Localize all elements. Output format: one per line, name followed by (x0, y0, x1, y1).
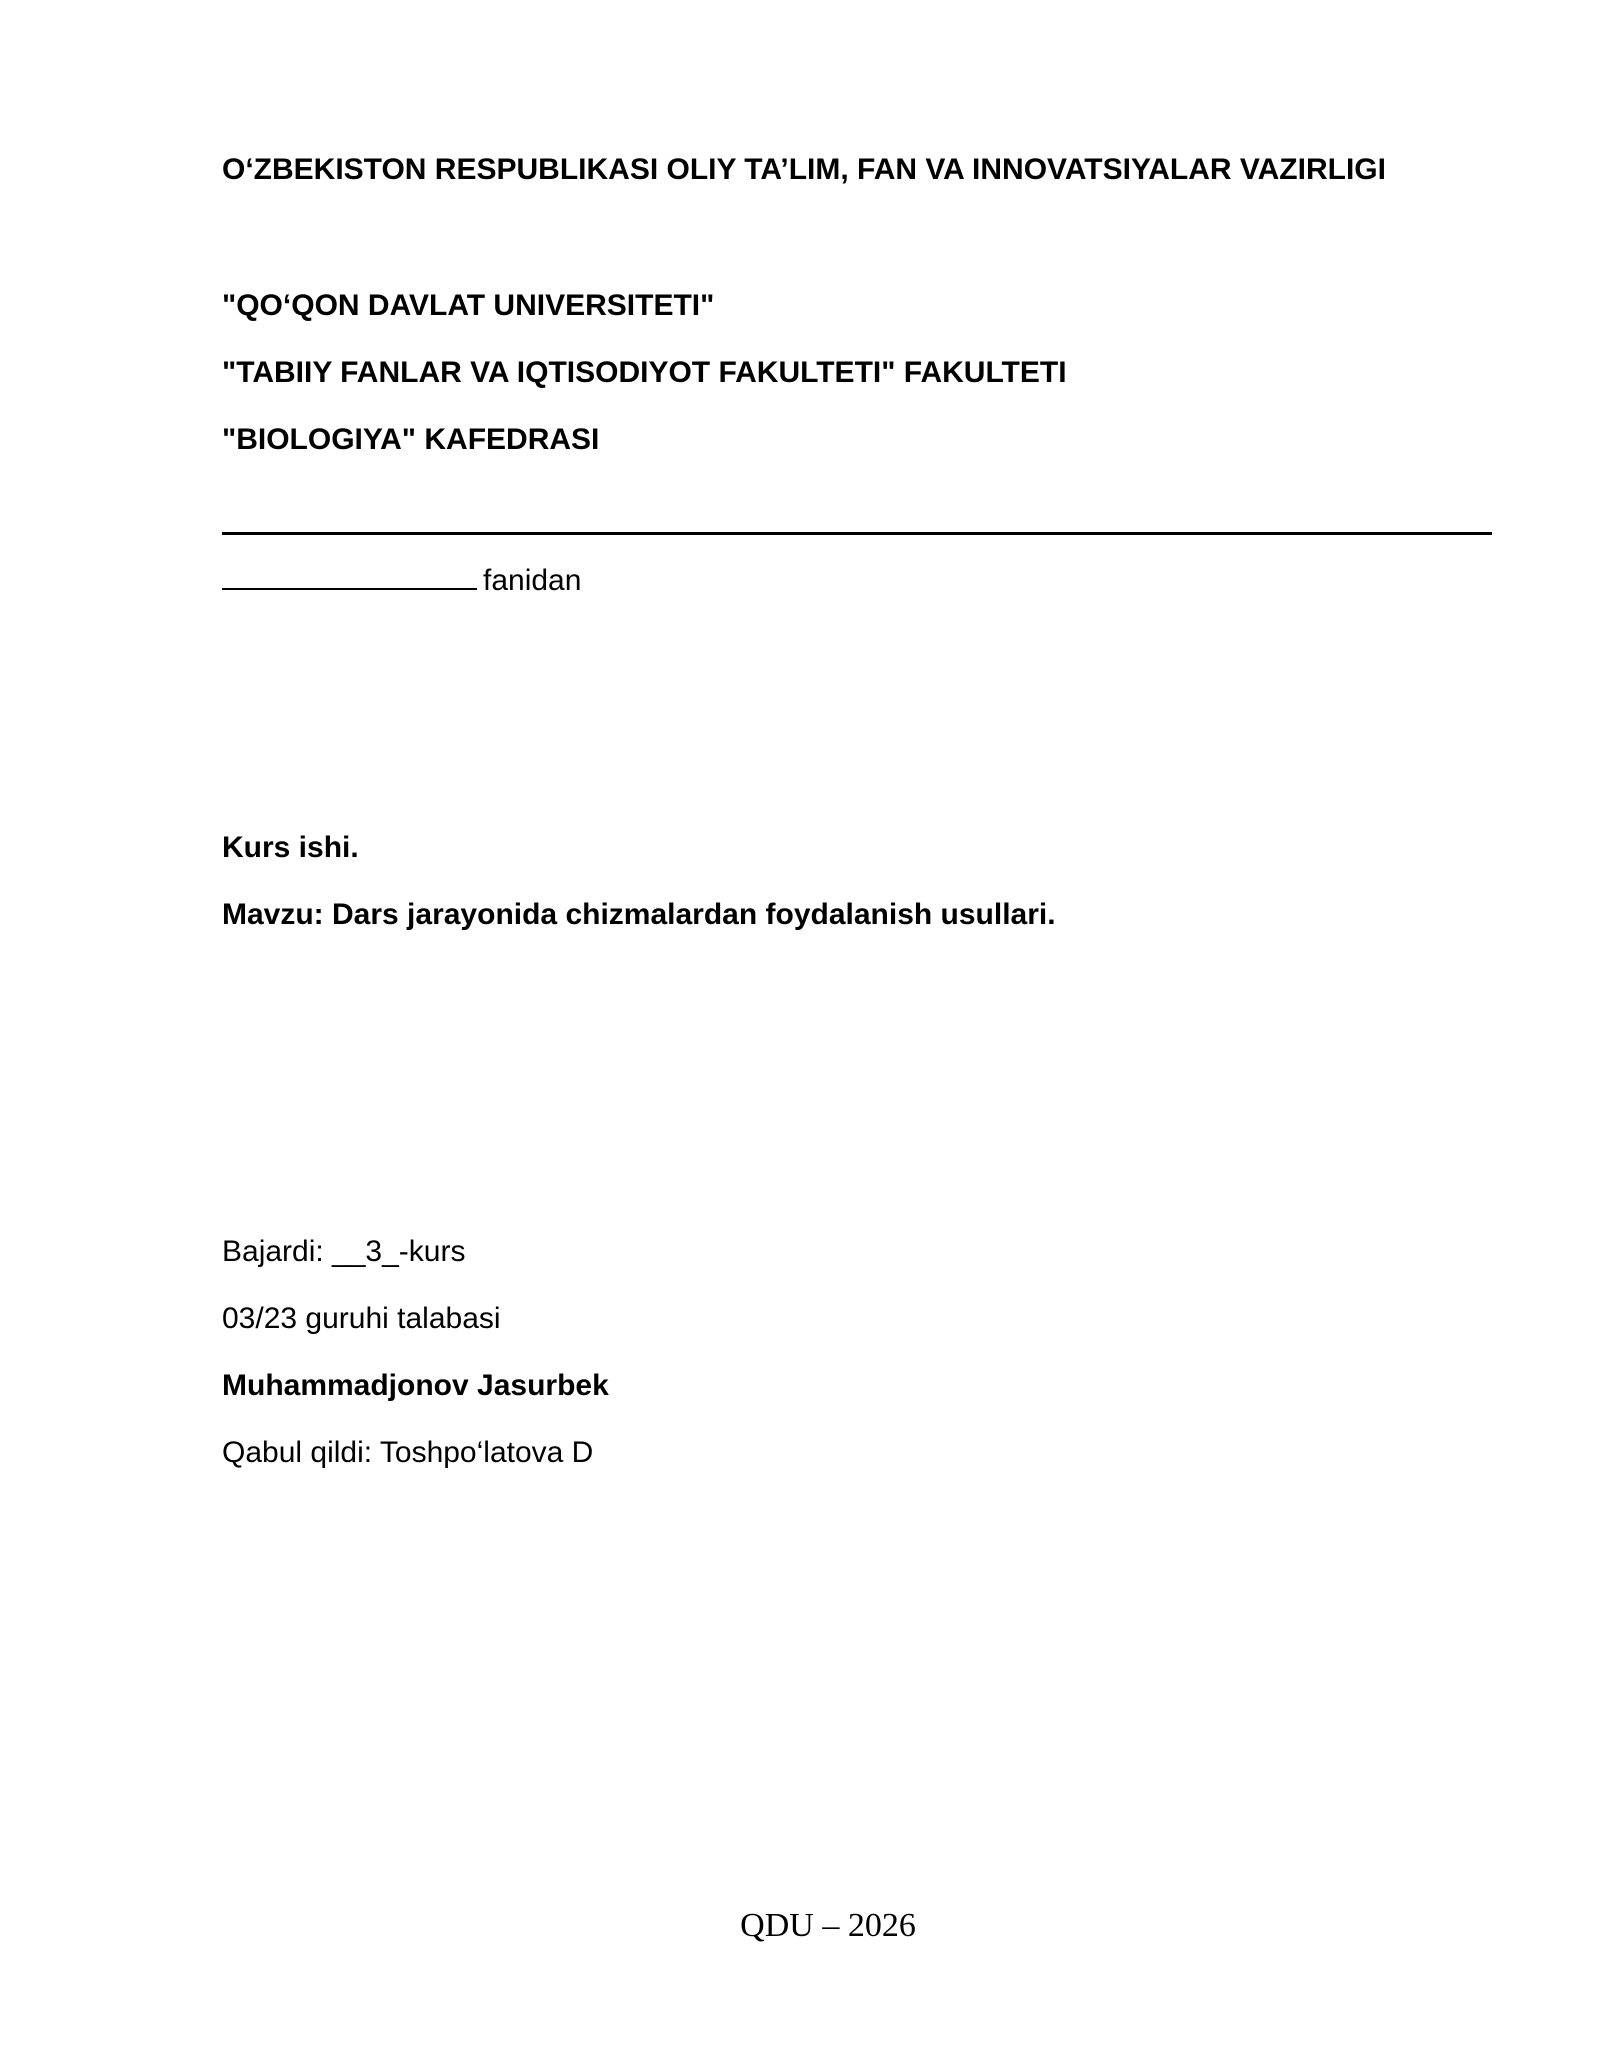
horizontal-divider (222, 532, 1492, 535)
performed-by: Bajardi: __3_-kurs (222, 1235, 466, 1268)
footer-text: QDU – 2026 (740, 1907, 916, 1944)
subject-blank (222, 562, 477, 590)
university-name: "QO‘QON DAVLAT UNIVERSITETI" (222, 289, 715, 322)
footer (0, 1906, 1600, 1946)
student-name: Muhammadjonov Jasurbek (222, 1369, 609, 1402)
student-group: 03/23 guruhi talabasi (222, 1302, 501, 1335)
faculty-name: "TABIIY FANLAR VA IQTISODIYOT FAKULTETI" FAKULTETI (222, 356, 1067, 389)
accepted-by: Qabul qildi: Toshpo‘latova D (222, 1436, 594, 1469)
subject-line (222, 562, 581, 599)
department-name: "BIOLOGIYA" KAFEDRASI (222, 423, 600, 456)
work-topic: Mavzu: Dars jarayonida chizmalardan foydalanish usullari. (222, 898, 1056, 931)
work-type: Kurs ishi. (222, 831, 359, 864)
subject-suffix: fanidan (483, 564, 582, 597)
ministry-title: O‘ZBEKISTON RESPUBLIKASI OLIY TA’LIM, FAN VA INNOVATSIYALAR VAZIRLIGI (222, 153, 1386, 186)
